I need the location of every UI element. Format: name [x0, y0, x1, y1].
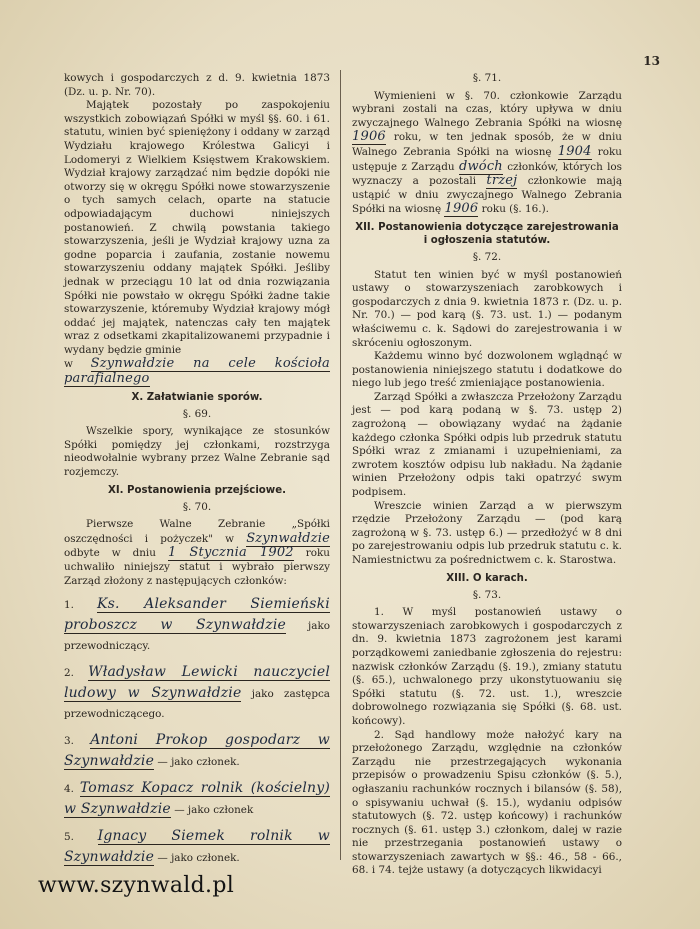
paragraph-number-72: §. 72.	[472, 250, 502, 263]
member-row-2	[64, 662, 330, 724]
member-name-handwritten: Antoni Prokop gospodarz w Szynwałdzie	[64, 732, 330, 770]
handwritten-location: Szynwałdzie	[246, 530, 330, 546]
section-heading-x: X. Załatwianie sporów.	[131, 391, 263, 403]
section-heading-xi: XI. Postanowienia przejściowe.	[108, 484, 286, 496]
right-column	[352, 72, 622, 878]
paragraph-number-71: §. 71.	[472, 72, 502, 84]
member-role: jako członek.	[171, 852, 240, 865]
member-name-handwritten: Ignacy Siemek rolnik w Szynwałdzie	[64, 828, 330, 866]
member-dash: —	[174, 804, 185, 817]
member-name-handwritten: Ks. Aleksander Siemieński proboszcz w Szynwałdzie	[64, 596, 330, 634]
handwritten-beneficiary: Szynwałdzie na cele kościoła parafialnego	[64, 356, 330, 387]
member-row-4	[64, 778, 330, 820]
paragraph-73-text-1: 1. W myśl postanowień ustawy o stowarzyszeniach zarobkowych i gospodarczych z dn. 9. kwietnia 1873 zagrożonem jest karami porządkowemi zaniedbanie zgłoszenia do rejestru: nazwisk członków Zarządu (§. 19.), zmiany statutu (§. 65.), uchwalonego przy ukonstytuowaniu się Spółki statutu (§. 72. ust. 1.), wreszcie dobrowolnego rozwiązania się Spółki (§. 68. ust. końcowy).	[352, 606, 622, 727]
paragraph-number-70: §. 70.	[182, 500, 212, 513]
member-role: jako członek.	[171, 756, 240, 769]
paragraph-number-69: §. 69.	[182, 407, 212, 420]
section-heading-xiii: XIII. O karach.	[446, 572, 528, 584]
handwritten-year: 1904	[557, 143, 592, 159]
paragraph-72-text-1: Statut ten winien być w myśl postanowień ustawy o stowarzyszeniach zarobkowych i gospodarczych z dnia 9. kwietnia 1873 r. (Dz. u. p. Nr. 70.) — pod karą (§. 73. ust. 1.) — podanym właściwemu c. k. Sądowi do zarejestrowania i w skróceniu ogłoszonym.	[352, 268, 622, 349]
assets-prefix: w	[64, 358, 73, 371]
p71-text-b: roku, w ten jednak sposób, że w dniu Walnego Zebrania Spółki na wiosnę	[352, 131, 622, 158]
p71-text-a: Wymienieni w §. 70. członkowie Zarządu wybrani zostali na czas, który upływa w dniu zwyczajnego Walnego Zebrania Spółki na wiosnę	[352, 89, 622, 129]
p71-text-c: roku ustępuje z Zarządu	[352, 145, 622, 173]
column-divider	[340, 70, 341, 860]
handwritten-count: trzej	[486, 173, 518, 189]
left-paragraph-1: kowych i gospodarczych z d. 9. kwietnia 1873 (Dz. u. p. Nr. 70).	[64, 72, 330, 98]
p71-text-d: członków, których los wyznaczy a pozostali	[352, 160, 623, 188]
website-watermark: www.szynwald.pl	[38, 873, 235, 898]
paragraph-72-text-3: Zarząd Spółki a zwłaszcza Przełożony Zarządu jest — pod karą podaną w §. 73. ustęp 2) zagrożoną — obowiązany wydać na żądanie każdego członka Spółki odpis lub przedruk statutu Spółki wraz z zmianami i uzupełnieniami, za zwrotem kosztów odpisu lub nakładu. Na żądanie winien Przełożony odpis taki opatrzyć swym podpisem.	[352, 390, 622, 499]
handwritten-date: 1 Stycznia 1902	[167, 545, 294, 561]
paragraph-70-text	[64, 518, 330, 588]
paragraph-72-text-4: Wreszcie winien Zarząd a w pierwszym rzędzie Przełożony Zarządu — (pod karą zagrożoną w §. 73. ustęp 6.) — przedłożyć w 8 dni po zarejestrowaniu odpis lub przedruk statutu c. k. Namiestnictwu za pośrednictwem c. k. Starostwa.	[352, 499, 622, 566]
handwritten-count: dwóch	[458, 158, 503, 174]
paragraph-69-text: Wszelkie spory, wynikające ze stosunków Spółki pomiędzy jej członkami, rozstrzyga nieodwołalnie wybrany przez Walne Zebranie sąd rozjemczy.	[64, 425, 330, 479]
member-dash: —	[157, 756, 168, 769]
handwritten-year: 1906	[444, 201, 479, 217]
member-row-3	[64, 730, 330, 772]
paragraph-73-text-2: 2. Sąd handlowy może nałożyć kary na przełożonego Zarządu, względnie na członków Zarządu nie przestrzegających wykonania przepisów o prowadzeniu Spisu członków (§. 5.), ogłaszaniu rachunków rocznych i bilansów (§. 58), o spisywaniu uchwał (§. 15.), wydaniu odpisów statutowych (§. 72. ustęp końcowy) i rachunków rocznych (§. 61. ustęp 3.) członkom, dalej w razie nie przestrzegania postanowień ustawy o stowarzyszeniach zawartych w §§.: 46., 58 - 66., 68. i 74. tejże ustawy (a dotyczących likwidacyi	[352, 728, 622, 877]
member-role: jako zastępca przewodniczącego.	[64, 688, 330, 721]
p70-text-c: roku uchwaliło niniejszy statut i wybrało pierwszy Zarząd złożony z następujących członków:	[64, 547, 330, 587]
member-number: 5.	[64, 831, 74, 844]
p70-text-b: odbyte w dniu	[64, 547, 156, 560]
member-role: jako członek	[187, 804, 254, 817]
paragraph-71-text	[352, 90, 622, 217]
member-role: jako przewodniczący.	[64, 620, 330, 653]
paragraph-number-73: §. 73.	[472, 588, 502, 601]
member-name-handwritten: Tomasz Kopacz rolnik (kościelny) w Szynwałdzie	[64, 780, 330, 818]
page-number: 13	[643, 54, 660, 68]
member-dash: —	[157, 852, 168, 865]
left-column	[64, 72, 330, 868]
member-number: 1.	[64, 599, 74, 612]
handwritten-year: 1906	[352, 129, 386, 145]
member-row-5	[64, 826, 330, 868]
paragraph-72-text-2: Każdemu winno być dozwolonem wglądnąć w postanowienia niniejszego statutu i dodatkowe do niego lub jego treść zmieniające postanowienia.	[352, 350, 622, 390]
assets-paragraph: Majątek pozostały po zaspokojeniu wszystkich zobowiązań Spółki w myśl §§. 60. i 61. statutu, winien być spieniężony i oddany w zarząd Wydziału krajowego Królestwa Galicyi i Lodomeryi z Wielkiem Księstwem Krakowskiem. Wydział krajowy zarządzać nim będzie dopóki nie otworzy się w okręgu Spółki nowe stowarzyszenie o tych samych celach, oparte na statucie odpowiadającym duchowi niniejszych postanowień. Z chwilą powstania takiego stowarzyszenia, jeśli je Wydział krajowy uzna za godne poparcia i zaufania, zostanie nowemu stowarzyszeniu oddany majątek Spółki. Jeśliby jednak w przeciągu 10 lat od dnia rozwiązania Spółki nie powstało w okręgu Spółki żadne takie stowarzyszenie, któremuby Wydział krajowy mógł oddać jej majątek, natenczas cały ten majątek wraz z odsetkami zkapitalizowanemi przypadnie i wydany będzie gminie	[64, 99, 330, 356]
member-row-1	[64, 594, 330, 656]
p70-text-a: Pierwsze Walne Zebranie „Spółki oszczędności i pożyczek" w	[64, 518, 330, 545]
member-name-handwritten: Władysław Lewicki nauczyciel ludowy w Szynwałdzie	[64, 664, 330, 702]
member-number: 3.	[64, 735, 74, 748]
p71-text-e: członkowie mają ustąpić w dniu zwyczajnego Walnego Zebrania Spółki na wiosnę	[352, 175, 623, 216]
member-number: 2.	[64, 667, 74, 680]
assets-paragraph-end	[64, 357, 330, 386]
p71-text-f: roku (§. 16.).	[481, 203, 549, 216]
member-number: 4.	[64, 783, 74, 796]
section-heading-xii: XII. Postanowienia dotyczące zarejestrowania i ogłoszenia statutów.	[355, 221, 619, 246]
